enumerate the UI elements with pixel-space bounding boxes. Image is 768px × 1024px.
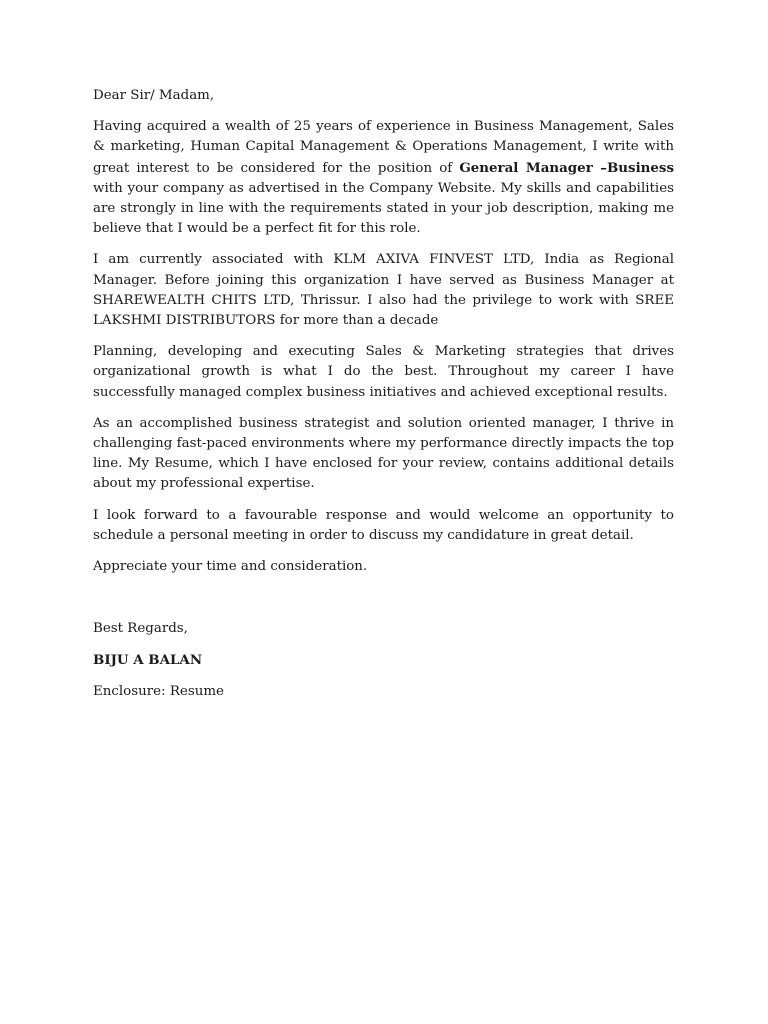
- paragraph-experience: [93, 117, 674, 239]
- cover-letter: [93, 86, 674, 713]
- paragraph-strengths: As an accomplished business strategist and solution oriented manager, I thrive in challenging fast-paced environments where my performance directly impacts the top line. My Resume, which I have enclosed for your review, contains additional details about my professional expertise.: [93, 415, 674, 492]
- position-title: General Manager –Business: [459, 159, 674, 176]
- closing: Best Regards,: [93, 621, 188, 637]
- paragraph-experience-text-end: with your company as advertised in the Company Website. My skills and capabilities are strongly in line with the requirements stated in your job description, making me believe that I would be a perfect fit for this role.: [93, 180, 674, 237]
- paragraph-experience-text-start: Having acquired a wealth of 25 years of experience in Business Management, Sales & marketing, Human Capital Management & Operations Management, I write with great interest to be considered for the position of: [93, 119, 674, 176]
- spacer: [93, 588, 674, 619]
- paragraph-current-role: I am currently associated with KLM AXIVA FINVEST LTD, India as Regional Manager. Before joining this organization I have served as Business Manager at SHAREWEALTH CHITS LTD, Thrissur. I also had the privilege to work with SREE LAKSHMI DISTRIBUTORS for more than a decade: [93, 252, 674, 329]
- signature-name: BIJU A BALAN: [93, 652, 203, 669]
- salutation: Dear Sir/ Madam,: [93, 88, 215, 103]
- paragraph-followup: I look forward to a favourable response and would welcome an opportunity to schedule a personal meeting in order to discuss my candidature in great detail.: [93, 507, 674, 543]
- paragraph-thanks: Appreciate your time and consideration.: [93, 559, 368, 575]
- paragraph-strategy: Planning, developing and executing Sales & Marketing strategies that drives organizational growth is what I do the best. Throughout my career I have successfully managed complex business initiatives and achieved exceptional results.: [93, 344, 674, 400]
- enclosure-note: Enclosure: Resume: [93, 683, 224, 699]
